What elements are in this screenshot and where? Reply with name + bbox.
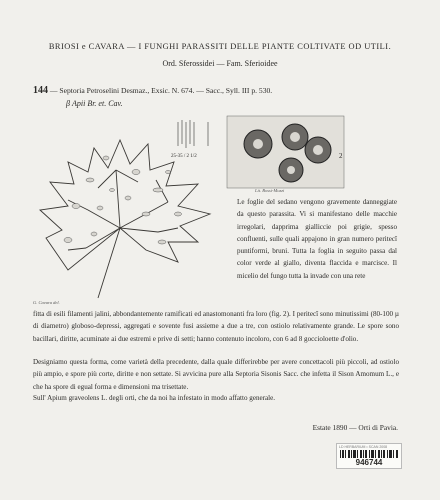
species-citation: — Septoria Petroselini Desmaz., Exsic. N. 674. — Sacc., Syll. III p. 530. [49,86,273,95]
exsiccata-number: 144 [33,85,48,96]
description-paragraph-1: Le foglie del sedano vengono gravemente danneggiate da questo parassita. Vi si manifestano delle macchie irregolari, dapprima gialliccie poi grigie, spesso confluenti, sulle quali appajono in gran numero peritecî puntiformi, bruni. Tutta la foglia in seguito passa dal color verde al giallo, diventa flaccida e marcisce. Il micelio del fungo tutta la invade con una rete [237,198,397,280]
collection-date-location: Estate 1890 — Orti di Pavia. [312,423,398,432]
leaf-illustration [28,110,223,305]
barcode-number: 946744 [355,458,383,467]
lithographer-credit: Lit. Bossi-Mozzi [255,188,285,193]
illustrator-credit: G. Cavara del. [33,300,60,305]
herbarium-barcode-label [336,443,402,469]
variety-name: β Apii Br. et. Cav. [66,99,123,108]
barcode-small-text: LD HERBARIUM • SCAN 2008 [339,445,388,449]
description-paragraph-3: Designiamo questa forma, come varietà della precedente, dalla quale differirebbe per avere concettacoli più piccoli, ad ostiolo più ampio, e spore più corte, diritte e non settate. Si avvicina pure alla Septoria Sisonis Sacc. che infetta il Sison Amomum L., e che ha spore di egual forma e dimensioni ma trisettate. [33,358,399,391]
barcode-icon [340,450,398,458]
spore-measure-label: 25-35 / 2 1/2 [171,154,197,159]
publication-header: BRIOSI e CAVARA — I FUNGHI PARASSITI DELLE PIANTE COLTIVATE OD UTILI. [48,42,392,51]
host-paragraph: Sull' Apium graveolens L. degli orti, che da noi ha infestato in modo affatto generale. [33,394,276,402]
figure-2-label: 2 [339,152,343,160]
classification-line: Ord. Sferossidei — Fam. Sferioidee [162,59,278,68]
perithecia-micrograph [223,112,348,192]
description-paragraph-2: fitta di esili filamenti jalini, abbondantemente ramificati ed anastomonanti fra loro (fig. 2). I peritecî sono minutissimi (80-100 µ di diametro) globoso-depressi, aggregati e sovente fusi assieme a due a tre, con ostiolo relativamente grande. Le spore sono bacillari, diritte, acuminate ai due estremi e prive di setti; hanno contenuto incoloro, con 6 ad 8 goccioloette d'olio. [33,310,399,343]
species-line [33,85,272,96]
